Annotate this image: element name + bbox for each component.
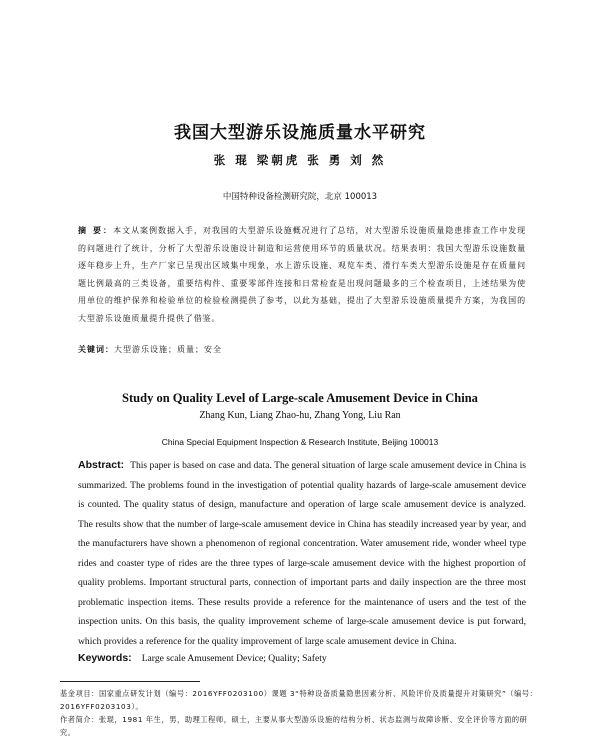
chinese-keywords-text: 大型游乐设施；质量；安全	[114, 345, 222, 354]
english-title: Study on Quality Level of Large-scale Amusement Device in China	[122, 391, 478, 405]
english-affiliation: China Special Equipment Inspection & Research Institute, Beijing 100013	[161, 437, 439, 447]
english-abstract	[78, 456, 526, 651]
chinese-authors: 张 琨 梁朝虎 张 勇 刘 然	[213, 153, 387, 167]
footnote-author-bio: 作者简介：张琨，1981 年生，男，助理工程师，硕士，主要从事大型游乐设施的结构分析、状态监测与故障诊断、安全评价等方面的研究。	[60, 715, 528, 737]
english-keywords-label: Keywords:	[78, 652, 132, 664]
english-abstract-label: Abstract:	[78, 459, 125, 471]
chinese-abstract-label: 摘 要：	[78, 226, 114, 235]
english-keywords	[78, 652, 526, 664]
chinese-title: 我国大型游乐设施质量水平研究	[174, 123, 426, 143]
footnote-divider	[60, 681, 200, 682]
chinese-keywords-label: 关键词：	[78, 345, 114, 354]
chinese-abstract-text: 本文从案例数据入手，对我国的大型游乐设施概况进行了总结，对大型游乐设施质量隐患排查工作中发现的问题进行了统计，分析了大型游乐设施设计制造和运营使用环节的质量状况。结果表明：我国大型游乐设施数量逐年稳步上升，生产厂家已呈现出区域集中现象，水上游乐设施、观览车类、滑行车类大型游乐设施是存在质量问题比例最高的三类设备，重要结构件、重要零部件连接和日常检查是出现问题最多的三个检查项目，上述结果为使用单位的维护保养和检验单位的检验检测提供了参考，以此为基础，提出了大型游乐设施质量提升方案，为我国的大型游乐设施质量提升提供了借鉴。	[78, 226, 526, 323]
chinese-affiliation: 中国特种设备检测研究院，北京 100013	[222, 192, 378, 202]
english-authors: Zhang Kun, Liang Zhao-hu, Zhang Yong, Liu Ran	[199, 410, 401, 421]
footnote-funding: 基金项目：国家重点研发计划（编号：2016YFF0203100）课题 3“特种设备质量隐患因素分析、风险评价及质量提升对策研究”（编号：2016YFF0203103）。	[60, 689, 538, 711]
chinese-keywords	[78, 344, 526, 355]
chinese-abstract	[78, 222, 526, 328]
english-abstract-text: This paper is based on case and data. The general situation of large scale amusement device in China is summarized. The problems found in the investigation of potential quality hazards of large-scale amusement device is counted. The quality status of design, manufacture and operation of large scale amusement device is analyzed. The results show that the number of large-scale amusement device in China has steadily increased year by year, and the manufacturers have shown a phenomenon of regional concentration. Water amusement ride, wonder wheel type rides and coaster type of rides are the three types of large-scale amusement device with the highest proportion of quality problems. Important structural parts, connection of important parts and daily inspection are the three most problematic inspection items. These results provide a reference for the maintenance of users and the test of the inspection units. On this basis, the quality improvement scheme of large-scale amusement device is put forward, which provides a reference for the quality improvement of large scale amusement device in China.	[78, 460, 526, 647]
english-keywords-text: Large scale Amusement Device; Quality; Safety	[141, 653, 327, 664]
